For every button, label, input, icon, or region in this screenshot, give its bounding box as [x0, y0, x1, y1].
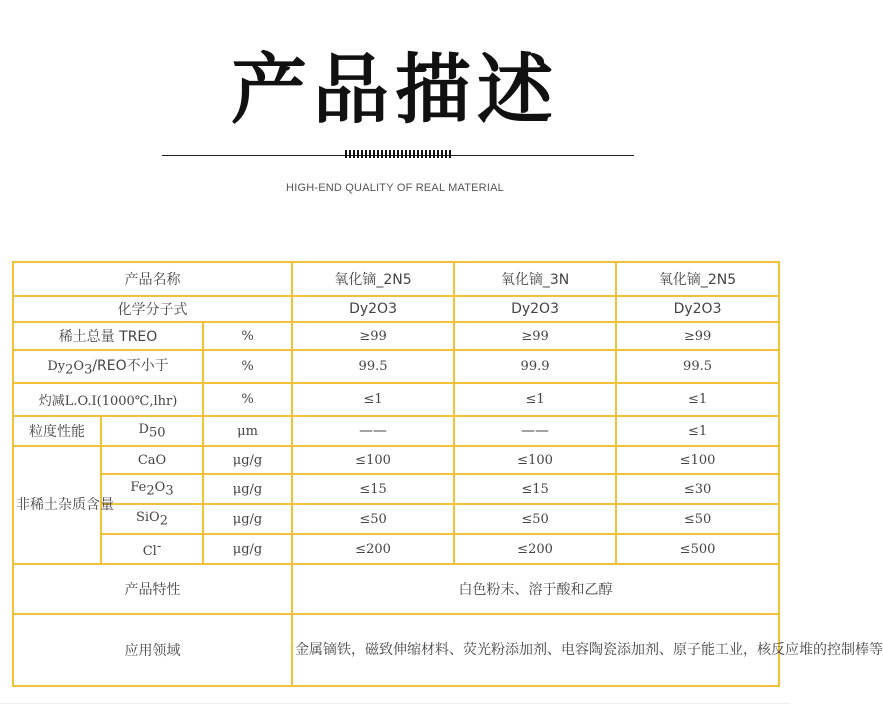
- table-row: [13, 504, 779, 534]
- table-row: [13, 564, 779, 614]
- loi-value: ≤1: [292, 383, 454, 416]
- cl-value: ≤200: [292, 534, 454, 564]
- table-row: [13, 614, 779, 686]
- page-subtitle: HIGH-END QUALITY OF REAL MATERIAL: [286, 182, 504, 194]
- purity-value: 99.5: [292, 350, 454, 383]
- sio2-value: ≤50: [616, 504, 779, 534]
- cl-label: Cl-: [101, 534, 203, 564]
- table-row: [13, 262, 779, 296]
- table-row: [13, 416, 779, 446]
- treo-unit: %: [203, 322, 292, 350]
- loi-value: ≤1: [616, 383, 779, 416]
- formula-cell: Dy2O3: [454, 296, 616, 322]
- page-title: 产品描述: [231, 45, 559, 134]
- table-row: [13, 534, 779, 564]
- cao-unit: μg/g: [203, 446, 292, 474]
- particle-value: ≤1: [616, 416, 779, 446]
- particle-d50-label: $D_{50}$: [101, 416, 203, 446]
- divider-hatch-ornament: [345, 150, 451, 158]
- fe2o3-value: ≤15: [292, 474, 454, 504]
- product-name-cell: 氧化镝_2N5: [292, 262, 454, 296]
- product-name-label: 产品名称: [13, 262, 292, 296]
- formula-cell: Dy2O3: [616, 296, 779, 322]
- table-row: [13, 474, 779, 504]
- treo-label: 稀土总量 TREO: [13, 322, 203, 350]
- table-row: [13, 322, 779, 350]
- table-row: [13, 446, 779, 474]
- particle-value: ——: [454, 416, 616, 446]
- impurity-group-label: 非稀土杂质含量: [13, 446, 101, 564]
- table-row: [13, 383, 779, 416]
- formula-label: 化学分子式: [13, 296, 292, 322]
- treo-value: ≥99: [292, 322, 454, 350]
- cao-value: ≤100: [454, 446, 616, 474]
- product-name-cell: 氧化镝_3N: [454, 262, 616, 296]
- treo-value: ≥99: [454, 322, 616, 350]
- fe2o3-label: $Fe_2O_3$: [101, 474, 203, 504]
- characteristics-label: 产品特性: [13, 564, 292, 614]
- sio2-label: SiO$_2$: [101, 504, 203, 534]
- product-spec-table: [12, 261, 883, 687]
- table-row: [13, 350, 779, 383]
- cl-value: ≤500: [616, 534, 779, 564]
- fe2o3-value: ≤15: [454, 474, 616, 504]
- particle-value: ——: [292, 416, 454, 446]
- loi-unit: %: [203, 383, 292, 416]
- loi-value: ≤1: [454, 383, 616, 416]
- purity-value: 99.5: [616, 350, 779, 383]
- particle-unit: μm: [203, 416, 292, 446]
- characteristics-value: 白色粉末、溶于酸和乙醇: [292, 564, 779, 614]
- sio2-value: ≤50: [292, 504, 454, 534]
- purity-label: $Dy_2O_3$/REO不小于: [13, 350, 203, 383]
- footer-divider: [0, 703, 790, 704]
- purity-value: 99.9: [454, 350, 616, 383]
- treo-value: ≥99: [616, 322, 779, 350]
- fe2o3-unit: μg/g: [203, 474, 292, 504]
- cao-label: CaO: [101, 446, 203, 474]
- sio2-unit: μg/g: [203, 504, 292, 534]
- particle-group-label: 粒度性能: [13, 416, 101, 446]
- sio2-value: ≤50: [454, 504, 616, 534]
- cl-value: ≤200: [454, 534, 616, 564]
- formula-cell: Dy2O3: [292, 296, 454, 322]
- cao-value: ≤100: [616, 446, 779, 474]
- loi-label: 灼减L.O.I(1000℃,lhr): [13, 383, 203, 416]
- purity-unit: %: [203, 350, 292, 383]
- applications-value: 金属镝铁，磁致伸缩材料、荧光粉添加剂、电容陶瓷添加剂、原子能工业，核反应堆的控制棒等: [292, 614, 779, 686]
- fe2o3-value: ≤30: [616, 474, 779, 504]
- cl-unit: μg/g: [203, 534, 292, 564]
- applications-label: 应用领域: [13, 614, 292, 686]
- cao-value: ≤100: [292, 446, 454, 474]
- product-name-cell: 氧化镝_2N5: [616, 262, 779, 296]
- table-row: [13, 296, 779, 322]
